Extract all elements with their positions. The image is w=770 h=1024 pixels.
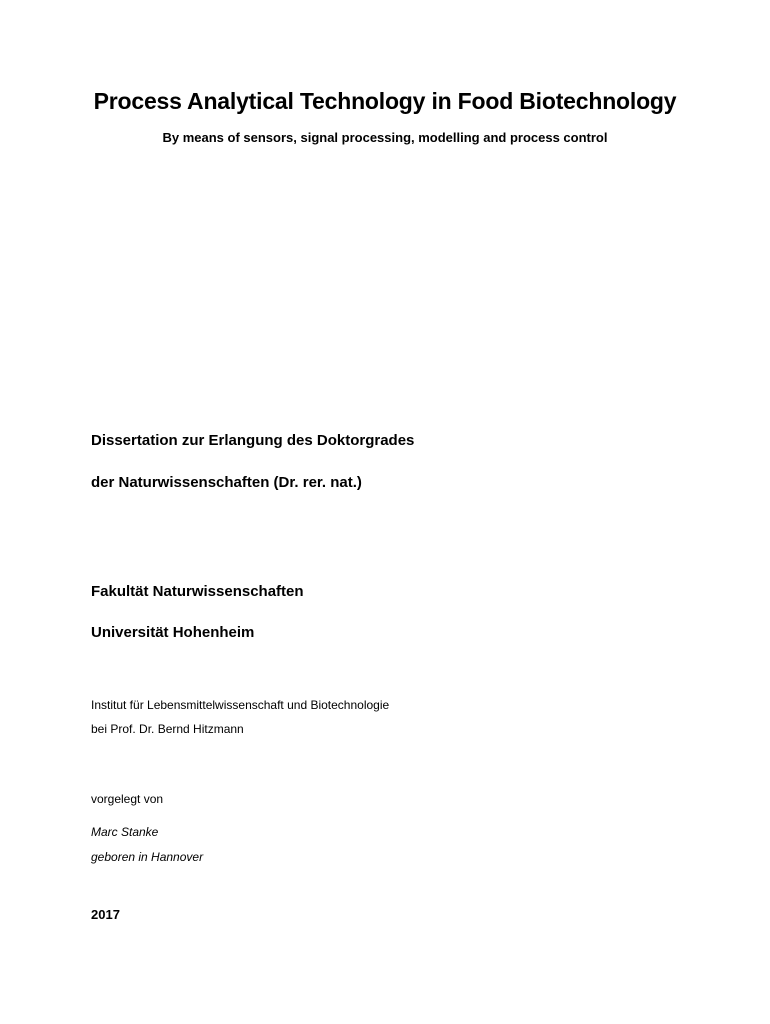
submission-year: 2017 (91, 907, 120, 922)
document-title: Process Analytical Technology in Food Biotechnology (93, 88, 677, 114)
author-name: Marc Stanke (91, 825, 159, 839)
supervisor: bei Prof. Dr. Bernd Hitzmann (91, 722, 244, 736)
university-name: Universität Hohenheim (91, 624, 255, 641)
institute-name: Institut für Lebensmittelwissenschaft und Biotechnologie (91, 698, 390, 712)
document-subtitle: By means of sensors, signal processing, modelling and process control (162, 130, 608, 145)
dissertation-line-1: Dissertation zur Erlangung des Doktorgrades (91, 432, 415, 449)
author-birthplace: geboren in Hannover (91, 850, 204, 864)
faculty-name: Fakultät Naturwissenschaften (91, 583, 304, 600)
dissertation-line-2: der Naturwissenschaften (Dr. rer. nat.) (91, 474, 362, 491)
submitted-by-label: vorgelegt von (91, 792, 164, 806)
